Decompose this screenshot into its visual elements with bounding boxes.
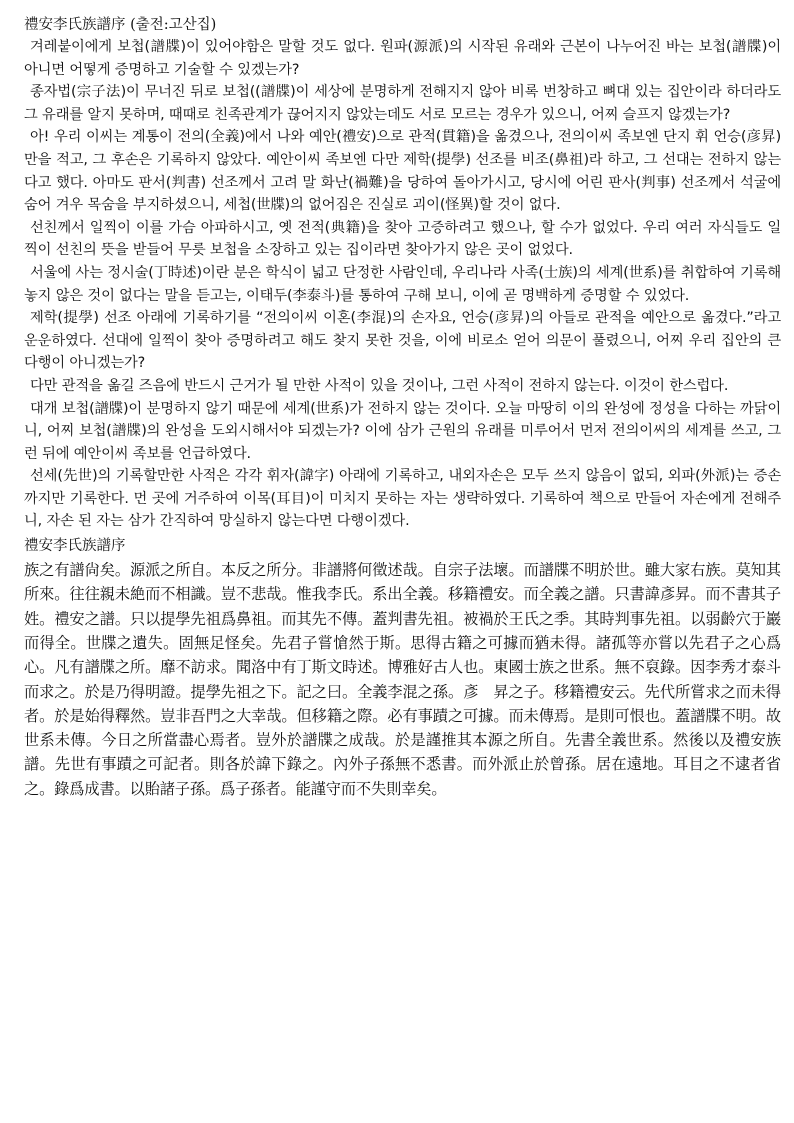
korean-translation <box>24 36 781 533</box>
korean-paragraph: 종자법(宗子法)이 무너진 뒤로 보첩((譜牒)이 세상에 분명하게 전해지지 않아 비록 번창하고 뼈대 있는 집안이라 하더라도 그 유래를 알지 못하며, 때때로 친족관계가 끊어지지 않았는데도 서로 모르는 경우가 있으니, 어찌 슬프지 않겠는가? <box>24 84 781 123</box>
korean-paragraph: 아! 우리 이씨는 계통이 전의(全義)에서 나와 예안(禮安)으로 관적(貫籍)을 옮겼으나, 전의이씨 족보엔 단지 휘 언승(彦昇)만을 적고, 그 후손은 기록하지 않았다. 예안이씨 족보엔 다만 제학(提學) 선조를 비조(鼻祖)라 하고, 그 선대는 전하지 않는다고 했다. 아마도 판서(判書) 선조께서 고려 말 화난(禍難)을 당하여 돌아가시고, 당시에 어린 판사(判事) 선조께서 석굴에 숨어 겨우 목숨을 부지하셨으니, 세첩(世牒)의 없어짐은 진실로 괴이(怪異)할 것이 없다. <box>24 129 781 214</box>
korean-paragraph: 겨레붙이에게 보첩(譜牒)이 있어야함은 말할 것도 없다. 원파(源派)의 시작된 유래와 근본이 나누어진 바는 보첩(譜牒)이 아니면 어떻게 증명하고 기술할 수 있겠는가? <box>24 39 781 78</box>
hanja-title: 禮安李氏族譜序 <box>24 538 126 555</box>
document-title: 禮安李氏族譜序 (출전:고산집) <box>24 17 217 33</box>
korean-paragraph: 대개 보첩(譜牒)이 분명하지 않기 때문에 세계(世系)가 전하지 않는 것이다. 오늘 마땅히 이의 완성에 정성을 다하는 까닭이니, 어찌 보첩(譜牒)의 완성을 도외시해서야 되겠는가? 이에 삼가 근원의 유래를 미루어서 먼저 전의이씨의 세계를 쓰고, 그런 뒤에 예안이씨 족보를 언급하였다. <box>24 400 781 462</box>
document-page <box>24 14 781 801</box>
korean-paragraph: 선친께서 일찍이 이를 가슴 아파하시고, 옛 전적(典籍)을 찾아 고증하려고 했으나, 할 수가 없었다. 우리 여러 자식들도 일찍이 선친의 뜻을 받들어 무릇 보첩을 소장하고 있는 집이라면 찾아가지 않은 곳이 없었다. <box>24 219 781 259</box>
hanja-original-text: 族之有譜尙矣。源派之所自。本反之所分。非譜將何徵述哉。自宗子法壞。而譜牒不明於世。雖大家右族。莫知其所來。往往親未絶而不相識。豈不悲哉。惟我李氏。系出全義。移籍禮安。而全義之譜。只書諱彥昇。而不書其子姓。禮安之譜。只以提學先祖爲鼻祖。而其先不傳。蓋判書先祖。被禍於王氏之季。其時判事先祖。以弱齡穴于巖而得全。世牒之遺失。固無足怪矣。先君子嘗愴然于斯。思得古籍之可據而猶未得。諸孤等亦嘗以先君子之心爲心。凡有譜牒之所。靡不訪求。聞洛中有丁斯文時述。博雅好古人也。東國士族之世系。無不裒錄。因李秀才泰斗而求之。於是乃得明證。提學先祖之下。記之曰。全義李混之孫。彥 昇之子。移籍禮安云。先代所嘗求之而未得者。於是始得釋然。豈非吾門之大幸哉。但移籍之際。必有事蹟之可據。而未傳焉。是則可恨也。蓋譜牒不明。故世系未傳。今日之所當盡心焉者。豈外於譜牒之成哉。於是謹推其本源之所自。先書全義世系。然後以及禮安族譜。先世有事蹟之可記者。則各於諱下錄之。內外子孫無不悉書。而外派止於曾孫。居在遠地。耳目之不逮者省之。錄爲成書。以貽諸子孫。爲子孫者。能謹守而不失則幸矣。 <box>24 561 781 798</box>
korean-paragraph: 다만 관적을 옮길 즈음에 반드시 근거가 될 만한 사적이 있을 것이나, 그런 사적이 전하지 않는다. 이것이 한스럽다. <box>30 377 729 394</box>
korean-paragraph: 서울에 사는 정시술(丁時述)이란 분은 학식이 넓고 단정한 사람인데, 우리나라 사족(士族)의 세계(世系)를 취합하여 기록해 놓지 않은 것이 없다는 말을 듣고는, 이태두(李泰斗)를 통하여 구해 보니, 이에 곧 명백하게 증명할 수 있었다. <box>24 264 781 304</box>
korean-paragraph: 선세(先世)의 기록할만한 사적은 각각 휘자(諱字) 아래에 기록하고, 내외자손은 모두 쓰지 않음이 없되, 외파(外派)는 증손까지만 기록한다. 먼 곳에 거주하여 이목(耳目)이 미치지 못하는 자는 생략하였다. 기록하여 책으로 만들어 자손에게 전해주니, 자손 된 자는 삼가 간직하여 망실하지 않는다면 다행이겠다. <box>24 468 781 530</box>
korean-paragraph: 제학(提學) 선조 아래에 기록하기를 “전의이씨 이혼(李混)의 손자요, 언승(彦昇)의 아들로 관적을 예안으로 옮겼다.”라고 운운하였다. 선대에 일찍이 찾아 증명하려고 해도 찾지 못한 것을, 이에 비로소 얻어 의문이 풀렸으니, 어찌 우리 집안의 큰 다행이 아니겠는가? <box>24 310 781 372</box>
